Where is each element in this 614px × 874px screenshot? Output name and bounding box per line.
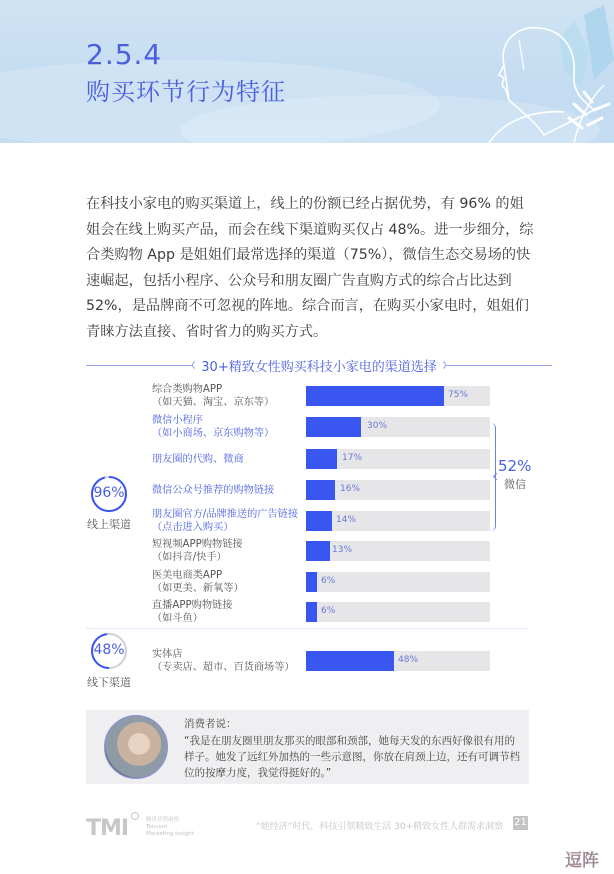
bar-value: 48% xyxy=(398,655,419,665)
row-label: 综合类购物APP （如天猫、淘宝、京东等） xyxy=(152,384,275,408)
bar-value: 75% xyxy=(448,390,469,400)
bar-fill xyxy=(306,386,444,406)
bar-value: 6% xyxy=(321,606,336,616)
row-label: 医美电商类APP （如更美、新氧等） xyxy=(152,570,244,594)
logo-subtitle: 腾讯营销洞察 Tencent Marketing Insight xyxy=(146,817,194,837)
quote-body: “我是在朋友圈里朋友那买的眼部和颈部，她每天发的东西好像很有用的样子。她发了远红外加热的一些示意图，你放在肩颈上边，还有可调节档位的按摩力度，我觉得挺好的。” xyxy=(184,735,520,779)
bar-fill xyxy=(306,417,361,437)
bar-track xyxy=(306,386,490,406)
consumer-avatar xyxy=(104,715,168,779)
row-label: 微信公众号推荐的购物链接 xyxy=(152,485,275,496)
online-label: 线上渠道 xyxy=(87,518,131,531)
offline-percent: 48% xyxy=(93,642,125,658)
online-offline-divider xyxy=(86,628,528,629)
bar-track xyxy=(306,449,490,469)
bar-value: 16% xyxy=(340,484,361,494)
watermark: 逗阵 xyxy=(565,851,599,871)
bar-row xyxy=(0,508,614,538)
bar-fill xyxy=(306,480,335,500)
bar-track xyxy=(306,541,490,561)
online-percent: 96% xyxy=(93,485,125,501)
bar-row xyxy=(0,599,614,629)
bar-value: 13% xyxy=(332,545,353,555)
bar-track xyxy=(306,572,490,592)
bar-row xyxy=(0,414,614,444)
page-number: 21 xyxy=(514,817,527,828)
row-label: 微信小程序 （如小商场、京东购物等） xyxy=(152,415,275,439)
intro-paragraph: 在科技小家电的购买渠道上，线上的份额已经占据优势，有 96% 的姐姐会在线上购买产品，而会在线下渠道购买仅占 48%。进一步细分，综合类购物 App 是姐姐们最常选择的渠道（75%），微信生态交易场的快速崛起，包括小程序、公众号和朋友圈广告直购方式的综合占比达到 52%，是品牌商不可忽视的阵地。综合而言，在购买小家电时，姐姐们青睐方法直接、省时省力的购买方式。 xyxy=(86,196,534,340)
row-label: 实体店 （专卖店、超市、百货商场等） xyxy=(152,649,295,673)
row-label: 短视频APP购物链接 （如抖音/快手） xyxy=(152,539,243,563)
footer-report-title: “她经济”时代，科技引领精致生活 30+精致女性人群需求洞察 xyxy=(256,822,504,832)
row-label: 朋友圈官方/品牌推送的广告链接 （点击进入购买） xyxy=(152,509,299,533)
bar-row xyxy=(0,538,614,568)
bar-fill xyxy=(306,572,317,592)
bar-fill xyxy=(306,541,330,561)
bar-value: 17% xyxy=(342,453,363,463)
bar-track xyxy=(306,651,490,671)
bar-value: 14% xyxy=(336,515,357,525)
bar-track xyxy=(306,480,490,500)
section-title: 购买环节行为特征 xyxy=(86,78,286,106)
bar-row xyxy=(0,648,614,678)
offline-label: 线下渠道 xyxy=(87,676,131,689)
chart-title-row xyxy=(86,356,552,374)
woman-silhouette-illustration xyxy=(464,0,614,143)
header-banner xyxy=(0,0,614,143)
row-label: 直播APP购物链接 （如斗鱼） xyxy=(152,600,233,624)
bar-track xyxy=(306,511,490,531)
chart-title: 30+精致女性购买科技小家电的渠道选择 xyxy=(86,356,552,375)
tmi-logo: TMI xyxy=(86,816,129,841)
section-number: 2.5.4 xyxy=(86,38,163,71)
bar-track xyxy=(306,417,490,437)
wechat-percent: 52% xyxy=(498,457,532,475)
bar-fill xyxy=(306,602,317,622)
bar-fill xyxy=(306,651,394,671)
row-label: 朋友圈的代购、微商 xyxy=(152,454,244,465)
bar-row xyxy=(0,569,614,599)
logo-dot-icon xyxy=(131,812,139,820)
bar-row xyxy=(0,383,614,413)
bar-track xyxy=(306,602,490,622)
wechat-label: 微信 xyxy=(504,478,526,491)
bar-fill xyxy=(306,511,332,531)
bar-fill xyxy=(306,449,337,469)
quote-title: 消费者说： xyxy=(184,718,237,730)
bar-value: 6% xyxy=(321,576,336,586)
bar-value: 30% xyxy=(367,421,388,431)
